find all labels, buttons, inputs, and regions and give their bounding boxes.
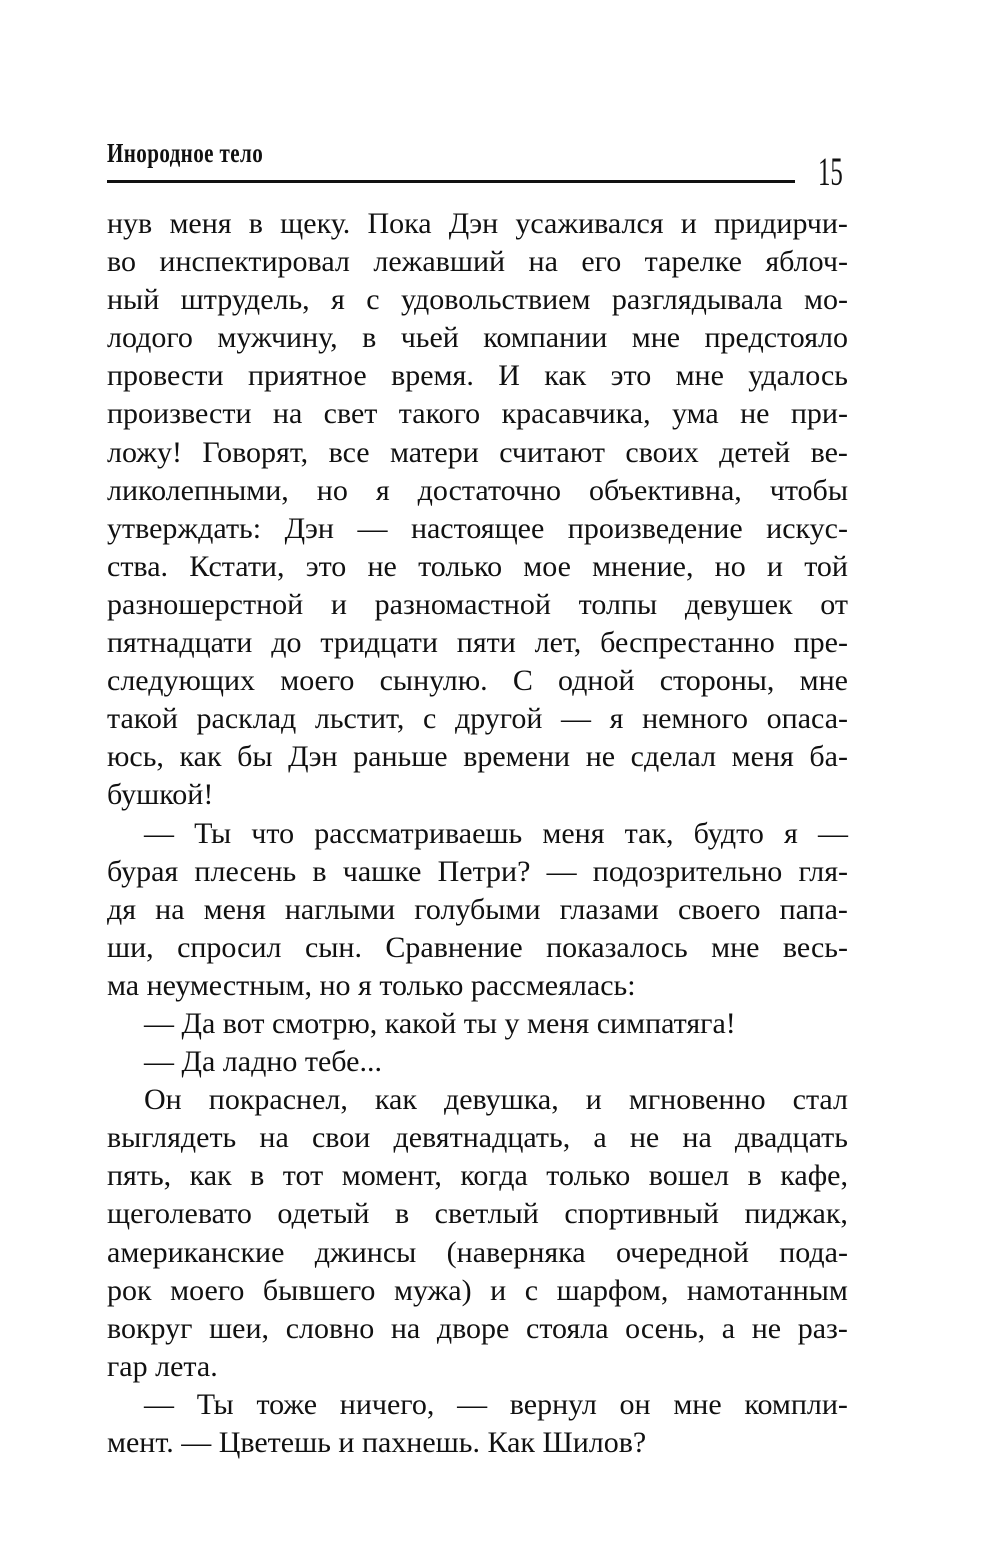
- text-word: ства.: [107, 549, 169, 583]
- text-word: —: [561, 702, 592, 736]
- text-word: с: [524, 1273, 539, 1307]
- text-line: [107, 434, 848, 472]
- text-word: яблоч-: [765, 245, 848, 279]
- text-word: —: [144, 1387, 174, 1421]
- text-line: [107, 472, 848, 510]
- text-line: [107, 929, 848, 967]
- text-word: мое: [523, 549, 571, 583]
- text-word: с: [423, 702, 437, 736]
- text-word: произвести: [107, 397, 252, 431]
- text-word: светлый: [434, 1197, 539, 1231]
- text-word: расклад: [196, 702, 297, 736]
- text-word: ши,: [107, 930, 154, 964]
- text-word: вошел: [648, 1159, 730, 1193]
- text-word: Кстати,: [189, 549, 285, 583]
- text-word: стояла: [526, 1311, 609, 1345]
- text-word: я: [375, 473, 390, 507]
- text-word: толпы: [578, 587, 658, 621]
- text-word: с: [366, 283, 380, 317]
- text-word: как: [179, 740, 222, 774]
- text-word: плесень: [194, 854, 297, 888]
- text-word: спросил: [177, 930, 282, 964]
- text-line: [107, 510, 848, 548]
- text-word: но: [714, 549, 746, 583]
- text-word: бурая: [107, 854, 179, 888]
- text-line: [107, 1234, 848, 1272]
- text-word: дворе: [436, 1311, 510, 1345]
- text-word: не: [751, 1311, 782, 1345]
- text-word: папа-: [779, 892, 848, 926]
- text-word: не: [585, 740, 616, 774]
- text-word: —: [457, 1387, 488, 1421]
- text-word: девятнадцать,: [393, 1121, 571, 1155]
- text-line-content: мент. — Цветешь и пахнешь. Как Шилов?: [107, 1426, 647, 1459]
- header-rule: [107, 180, 795, 183]
- text-word: придирчи-: [714, 207, 848, 240]
- text-word: весь-: [782, 930, 848, 964]
- text-word: до: [271, 626, 302, 660]
- text-line: [107, 815, 848, 853]
- text-word: в: [747, 1159, 762, 1193]
- text-word: искус-: [766, 511, 848, 545]
- text-word: а: [721, 1311, 736, 1345]
- text-word: как: [374, 1083, 417, 1117]
- text-line: [107, 586, 848, 624]
- text-word: пода-: [779, 1235, 848, 1269]
- text-word: на: [390, 1311, 421, 1345]
- text-word: сделал: [630, 740, 717, 774]
- text-line: [107, 700, 848, 738]
- text-line: [107, 395, 848, 433]
- text-word: мужчину,: [217, 321, 338, 355]
- text-word: ложу!: [107, 435, 182, 469]
- text-line: [107, 1081, 848, 1119]
- text-word: меня: [169, 207, 232, 240]
- text-word: в: [362, 321, 377, 355]
- text-line: [107, 1119, 848, 1157]
- text-word: и: [766, 549, 783, 583]
- text-word: стал: [792, 1083, 848, 1117]
- text-word: рок: [107, 1273, 152, 1307]
- text-word: Дэн: [284, 511, 334, 545]
- text-word: только: [546, 1159, 631, 1193]
- body-text: [107, 205, 848, 1462]
- text-word: меня: [731, 740, 794, 774]
- text-word: мнение,: [592, 549, 694, 583]
- text-word: и: [680, 207, 697, 240]
- text-word: не: [740, 397, 770, 431]
- text-word: раз-: [797, 1311, 848, 1345]
- text-word: показалось: [546, 930, 688, 964]
- text-word: лет,: [534, 626, 582, 660]
- text-word: в: [250, 1159, 265, 1193]
- text-word: штрудель,: [180, 283, 310, 317]
- text-word: мне: [675, 359, 724, 393]
- text-word: пять,: [107, 1159, 172, 1193]
- text-word: следующих: [107, 664, 256, 698]
- text-word: ве-: [810, 435, 848, 469]
- text-word: чтобы: [769, 473, 848, 507]
- text-word: мгновенно: [628, 1083, 766, 1117]
- text-word: ума: [671, 397, 719, 431]
- text-word: момент,: [341, 1159, 442, 1193]
- text-word: джинсы: [314, 1235, 417, 1269]
- text-line: [107, 1195, 848, 1233]
- text-word: подозрительно: [592, 854, 783, 888]
- text-word: все: [328, 435, 370, 469]
- text-word: такого: [398, 397, 481, 431]
- text-word: покраснел,: [208, 1083, 348, 1117]
- text-line: [107, 662, 848, 700]
- text-word: такой: [107, 702, 178, 736]
- text-word: лежавший: [373, 245, 506, 279]
- text-word: намотанным: [686, 1273, 848, 1307]
- text-word: вернул: [509, 1387, 597, 1421]
- text-line: [107, 1424, 848, 1462]
- text-word: он: [619, 1387, 651, 1421]
- text-word: ный: [107, 283, 160, 317]
- text-word: разношерстной: [107, 587, 304, 621]
- text-word: осень,: [625, 1311, 706, 1345]
- text-word: тоже: [256, 1387, 318, 1421]
- text-word: Говорят,: [202, 435, 309, 469]
- text-word: юсь,: [107, 740, 164, 774]
- text-word: девушек: [684, 587, 793, 621]
- text-word: удалось: [748, 359, 848, 393]
- text-word: дя: [107, 892, 137, 926]
- text-word: гля-: [798, 854, 848, 888]
- text-word: считают: [499, 435, 605, 469]
- text-word: и: [490, 1273, 507, 1307]
- text-word: чьей: [400, 321, 459, 355]
- text-line: [107, 1043, 848, 1081]
- text-word: на: [528, 245, 558, 279]
- text-word: я: [331, 283, 345, 317]
- text-word: стороны,: [659, 664, 775, 698]
- text-word: свет: [323, 397, 378, 431]
- text-word: при-: [790, 397, 848, 431]
- text-word: моего: [170, 1273, 245, 1307]
- text-word: пяти: [456, 626, 516, 660]
- text-word: меня: [542, 816, 605, 850]
- text-word: я: [609, 702, 624, 736]
- text-word: компли-: [744, 1387, 848, 1421]
- text-word: настоящее: [410, 511, 545, 545]
- text-word: что: [251, 816, 295, 850]
- text-word: американские: [107, 1235, 285, 1269]
- text-word: это: [305, 549, 347, 583]
- text-word: в: [394, 1197, 410, 1231]
- text-word: пре-: [793, 626, 848, 660]
- text-word: Пока: [367, 207, 432, 240]
- text-word: время.: [391, 359, 474, 393]
- text-word: времени: [463, 740, 571, 774]
- text-word: сынулю.: [379, 664, 488, 698]
- text-line: [107, 624, 848, 662]
- text-word: лодого: [107, 321, 193, 355]
- text-line: [107, 1157, 848, 1195]
- text-word: меня: [203, 892, 266, 926]
- text-word: мне: [631, 321, 681, 355]
- text-line: [107, 205, 848, 243]
- text-word: Он: [144, 1083, 182, 1117]
- text-line: [107, 1310, 848, 1348]
- text-word: детей: [719, 435, 791, 469]
- text-word: С: [512, 664, 533, 698]
- text-word: мне: [673, 1387, 722, 1421]
- text-word: Дэн: [288, 740, 338, 774]
- text-line-content: бушкой!: [107, 778, 214, 812]
- text-word: и: [585, 1083, 602, 1117]
- text-line: [107, 853, 848, 891]
- text-word: двадцать: [734, 1121, 848, 1155]
- text-line: [107, 357, 848, 395]
- text-word: предстояло: [704, 321, 848, 355]
- text-word: ликолепными,: [107, 473, 289, 507]
- text-word: я: [784, 816, 798, 850]
- text-word: одетый: [277, 1197, 370, 1231]
- text-word: девушка,: [443, 1083, 559, 1117]
- text-word: той: [804, 549, 848, 583]
- text-word: свои: [311, 1121, 371, 1155]
- text-word: и: [330, 587, 347, 621]
- text-word: когда: [460, 1159, 528, 1193]
- text-word: шеи,: [209, 1311, 270, 1345]
- text-word: усаживался: [515, 207, 664, 240]
- text-word: на: [272, 397, 303, 431]
- text-word: а: [593, 1121, 607, 1155]
- text-word: но: [316, 473, 348, 507]
- text-word: приятное: [247, 359, 367, 393]
- text-word: —: [817, 816, 848, 850]
- text-word: тот: [282, 1159, 324, 1193]
- text-word: голубыми: [414, 892, 541, 926]
- text-word: шарфом,: [556, 1273, 669, 1307]
- text-line: [107, 1386, 848, 1424]
- text-word: на: [155, 892, 185, 926]
- text-line-content: ма неуместным, но я только рассмеялась:: [107, 968, 636, 1002]
- text-word: от: [820, 587, 848, 621]
- text-word: пиджак,: [744, 1197, 848, 1231]
- text-word: щеку.: [280, 207, 351, 240]
- text-word: раньше: [353, 740, 448, 774]
- text-word: Петри?: [437, 854, 531, 888]
- text-line: [107, 967, 848, 1005]
- text-line-content: — Да вот смотрю, какой ты у меня симпатяга!: [144, 1006, 736, 1040]
- text-word: (наверняка: [446, 1235, 586, 1269]
- text-word: И: [498, 359, 520, 393]
- text-word: наглыми: [284, 892, 396, 926]
- text-word: в: [248, 207, 263, 240]
- text-word: не: [367, 549, 397, 583]
- text-word: льстит,: [314, 702, 405, 736]
- text-line: [107, 319, 848, 357]
- page-number: 15: [818, 149, 843, 194]
- text-word: своих: [625, 435, 699, 469]
- text-word: во: [107, 245, 136, 279]
- text-line: [107, 738, 848, 776]
- text-word: очередной: [615, 1235, 749, 1269]
- text-word: опаса-: [766, 702, 848, 736]
- text-word: как: [544, 359, 587, 393]
- text-word: одной: [558, 664, 635, 698]
- text-word: Ты: [194, 816, 232, 850]
- text-word: провести: [107, 359, 224, 393]
- text-word: своего: [677, 892, 761, 926]
- text-word: будто: [693, 816, 764, 850]
- text-word: объективна,: [589, 473, 742, 507]
- text-word: произведение: [567, 511, 743, 545]
- text-word: беспрестанно: [600, 626, 775, 660]
- text-word: спортивный: [564, 1197, 719, 1231]
- text-word: Ты: [196, 1387, 234, 1421]
- text-word: удовольствием: [400, 283, 591, 317]
- text-word: пятнадцати: [107, 626, 253, 660]
- text-line: [107, 776, 848, 814]
- text-word: нув: [107, 207, 153, 240]
- text-word: рассматриваешь: [314, 816, 523, 850]
- text-word: —: [357, 511, 388, 545]
- text-word: только: [418, 549, 503, 583]
- text-word: другой: [454, 702, 543, 736]
- text-word: тарелке: [644, 245, 742, 279]
- text-word: —: [144, 816, 174, 850]
- text-word: мо-: [804, 283, 848, 317]
- text-word: утверждать:: [107, 511, 262, 545]
- text-line-content: гар лета.: [107, 1349, 218, 1383]
- text-word: компании: [483, 321, 608, 355]
- text-word: ничего,: [339, 1387, 435, 1421]
- text-word: как: [189, 1159, 232, 1193]
- running-title: Инородное тело: [107, 138, 264, 168]
- text-line: [107, 243, 848, 281]
- text-word: разномастной: [374, 587, 551, 621]
- text-word: тридцати: [320, 626, 438, 660]
- text-word: мне: [711, 930, 760, 964]
- text-word: щеголевато: [107, 1197, 252, 1231]
- text-word: матери: [390, 435, 479, 469]
- text-word: чашке: [342, 854, 422, 888]
- text-word: Сравнение: [385, 930, 523, 964]
- text-word: бы: [237, 740, 273, 774]
- text-word: вокруг: [107, 1311, 193, 1345]
- text-word: красавчика,: [501, 397, 651, 431]
- text-word: моего: [280, 664, 355, 698]
- text-word: мужа): [393, 1273, 472, 1307]
- text-line: [107, 548, 848, 586]
- text-word: его: [581, 245, 622, 279]
- text-word: достаточно: [417, 473, 562, 507]
- text-line: [107, 1348, 848, 1386]
- text-line: [107, 1272, 848, 1310]
- text-word: в: [312, 854, 327, 888]
- text-line: [107, 1005, 848, 1043]
- text-line: [107, 891, 848, 929]
- text-word: выглядеть: [107, 1121, 237, 1155]
- text-word: Дэн: [448, 207, 499, 240]
- text-word: немного: [642, 702, 749, 736]
- text-word: мне: [799, 664, 848, 698]
- text-word: бывшего: [262, 1273, 376, 1307]
- text-line-content: — Да ладно тебе...: [144, 1045, 382, 1079]
- text-word: ба-: [809, 740, 848, 774]
- text-word: кафе,: [780, 1159, 848, 1193]
- text-word: разглядывала: [611, 283, 783, 317]
- text-word: сын.: [304, 930, 362, 964]
- text-word: на: [682, 1121, 712, 1155]
- text-word: это: [610, 359, 652, 393]
- text-word: так,: [624, 816, 674, 850]
- text-word: словно: [285, 1311, 375, 1345]
- text-line: [107, 281, 848, 319]
- text-word: глазами: [559, 892, 659, 926]
- text-word: на: [259, 1121, 289, 1155]
- text-word: инспектировал: [159, 245, 350, 279]
- text-word: —: [546, 854, 577, 888]
- text-word: не: [629, 1121, 660, 1155]
